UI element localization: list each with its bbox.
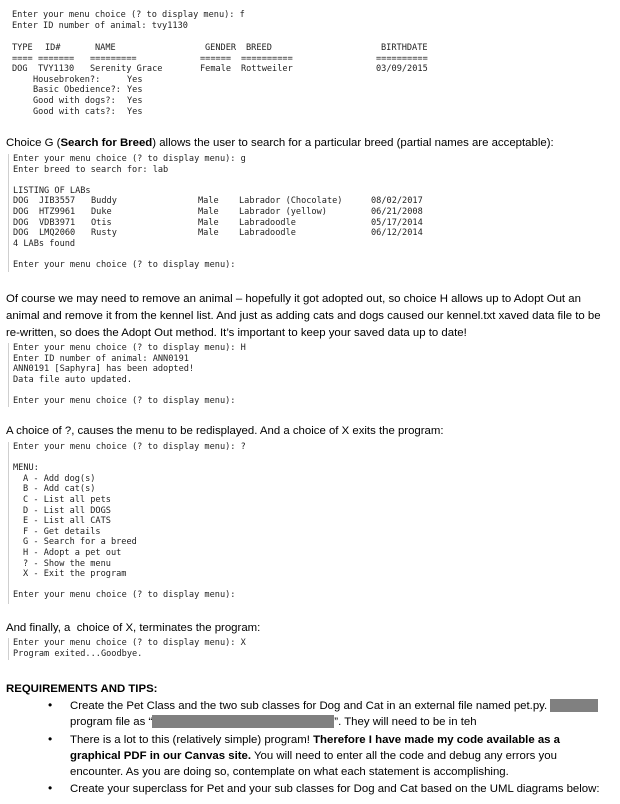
trait-value: Yes: [127, 95, 143, 106]
trait-row: [12, 96, 612, 107]
bullet-icon: •: [48, 781, 53, 795]
terminal-line: ANN0191 [Saphyra] has been adopted!: [13, 364, 195, 375]
terminal-line: Enter your menu choice (? to display menu): X: [13, 638, 246, 648]
menu-item: A - Add dog(s): [23, 473, 96, 484]
underline: =========: [90, 53, 137, 64]
col-header-type: TYPE: [12, 43, 33, 53]
col-header-birthdate: BIRTHDATE: [381, 43, 428, 53]
cell-breed: Labrador (yellow): [239, 206, 327, 217]
trait-label: Housebroken?:: [33, 74, 101, 85]
terminal-line: Enter your menu choice (? to display menu): ?: [13, 442, 246, 452]
cell-birthdate: 06/12/2014: [371, 228, 423, 239]
trait-row: [12, 75, 612, 86]
underline: ====: [12, 53, 33, 64]
cell-birthdate: 08/02/2017: [371, 196, 423, 207]
bold-text: Search for Breed: [60, 137, 153, 149]
cell-id: VDB3971: [39, 217, 76, 228]
menu-item: F - Get details: [23, 526, 101, 537]
bullet-icon: •: [48, 732, 53, 746]
col-header-name: NAME: [95, 43, 116, 53]
cell-type: DOG: [13, 196, 29, 207]
menu-item: D - List all DOGS: [23, 505, 111, 516]
menu-item: G - Search for a breed: [23, 537, 137, 548]
terminal-line: Enter your menu choice (? to display menu): f: [12, 10, 245, 20]
paragraph-line: animal and remove it from the kennel list. And just as adding cats and dogs caused our kennel.txt xaved data file to be: [6, 310, 601, 322]
table-row: [13, 196, 613, 207]
table-row: [13, 218, 613, 229]
table-underline-row: [12, 54, 612, 65]
redaction-block: [550, 699, 598, 712]
terminal-block-adopt: [8, 343, 613, 407]
terminal-line: Enter your menu choice (? to display menu): g: [13, 154, 246, 164]
menu-item: H - Adopt a pet out: [23, 547, 122, 558]
trait-label: Basic Obedience?:: [33, 85, 121, 96]
cell-type: DOG: [13, 217, 29, 228]
trait-value: Yes: [127, 106, 143, 117]
terminal-block-exit: [8, 638, 613, 660]
details-table: [12, 43, 612, 117]
cell-birthdate: 06/21/2008: [371, 206, 423, 217]
table-row: [13, 228, 613, 239]
paragraph-line: re-written, so does the Adopt Out method. It’s important to keep your saved data up to date!: [6, 327, 467, 339]
underline: ==========: [241, 53, 293, 64]
cell-breed: Labrador (Chocolate): [239, 196, 343, 207]
text: ”. They will need to be in teh: [334, 716, 477, 728]
table-row: [13, 207, 613, 218]
table-header-row: [12, 43, 612, 54]
underline: =======: [38, 53, 75, 64]
menu-item: ? - Show the menu: [23, 558, 111, 569]
table-row: [12, 64, 612, 75]
terminal-prompt: Enter your menu choice (? to display menu):: [13, 590, 236, 601]
trait-label: Good with dogs?:: [33, 95, 116, 106]
menu-title: MENU:: [13, 463, 39, 474]
cell-gender: Male: [198, 196, 219, 207]
trait-row: [12, 107, 612, 118]
bullet-text: [70, 748, 557, 765]
menu-item: E - List all CATS: [23, 516, 111, 527]
text: Choice G (: [6, 137, 61, 149]
text: Create the Pet Class and the two sub classes for Dog and Cat in an external file named pet.py.: [70, 700, 548, 712]
cell-gender: Male: [198, 206, 219, 217]
col-header-gender: GENDER: [205, 43, 237, 53]
trait-label: Good with cats?:: [33, 106, 116, 117]
cell-breed: Rottweiler: [241, 64, 293, 75]
text: You will need to enter all the code and debug any errors you: [251, 750, 557, 762]
found-count: 4 LABs found: [13, 238, 76, 249]
listing-title: LISTING OF LABs: [13, 185, 91, 196]
terminal-block-menu: [8, 442, 613, 604]
trait-value: Yes: [127, 74, 143, 85]
terminal-prompt: Enter your menu choice (? to display menu):: [13, 259, 236, 270]
cell-id: TVY1130: [38, 64, 75, 75]
bullet-text: [70, 714, 477, 731]
cell-type: DOG: [13, 206, 29, 217]
cell-id: LMQ2060: [39, 228, 76, 239]
bullet-text: [70, 698, 598, 715]
cell-breed: Labradoodle: [239, 228, 296, 239]
text: There is a lot to this (relatively simple) program!: [70, 734, 314, 746]
menu-item: B - Add cat(s): [23, 484, 96, 495]
bullet-text: encounter. As you are doing so, contemplate on what each statement is accomplishing.: [70, 766, 509, 778]
cell-gender: Female: [200, 64, 232, 75]
text: ) allows the user to search for a particular breed (partial names are acceptable):: [152, 137, 554, 149]
terminal-line: Enter ID number of animal: ANN0191: [13, 353, 189, 364]
cell-breed: Labradoodle: [239, 217, 296, 228]
cell-name: Buddy: [91, 196, 117, 207]
underline: ==========: [376, 53, 428, 64]
cell-type: DOG: [13, 228, 29, 239]
cell-id: JIB3557: [39, 196, 76, 207]
menu-item: C - List all pets: [23, 494, 111, 505]
cell-gender: Male: [198, 228, 219, 239]
cell-name: Rusty: [91, 228, 117, 239]
cell-gender: Male: [198, 217, 219, 228]
paragraph-choice-h: [6, 291, 616, 342]
trait-row: [12, 85, 612, 96]
bold-text: graphical PDF in our Canvas site.: [70, 750, 252, 762]
cell-birthdate: 05/17/2014: [371, 217, 423, 228]
terminal-line: Data file auto updated.: [13, 374, 132, 385]
terminal-line: Enter breed to search for: lab: [13, 164, 169, 175]
trait-value: Yes: [127, 85, 143, 96]
col-header-id: ID#: [45, 43, 61, 53]
terminal-line: Program exited...Goodbye.: [13, 648, 143, 659]
col-header-breed: BREED: [246, 43, 272, 53]
paragraph-choice-x: And finally, a choice of X, terminates the program:: [6, 622, 261, 634]
bullet-text: Create your superclass for Pet and your sub classes for Dog and Cat based on the UML diagrams below:: [70, 783, 600, 795]
bold-text: Therefore I have made my code available as a: [313, 734, 561, 746]
menu-item: X - Exit the program: [23, 569, 127, 580]
cell-name: Duke: [91, 206, 112, 217]
terminal-line: Enter your menu choice (? to display menu): H: [13, 343, 246, 353]
paragraph-choice-question: A choice of ?, causes the menu to be redisplayed. And a choice of X exits the program:: [6, 425, 444, 437]
cell-name: Serenity Grace: [90, 64, 163, 75]
bullet-text: [70, 732, 560, 749]
terminal-line: Enter ID number of animal: tvy1130: [12, 21, 188, 31]
bullet-icon: •: [48, 698, 53, 712]
cell-id: HTZ9961: [39, 206, 76, 217]
underline: ======: [200, 53, 232, 64]
paragraph-line: Of course we may need to remove an animal – hopefully it got adopted out, so choice H allows up to Adopt Out an: [6, 293, 581, 305]
redaction-block: [152, 715, 334, 728]
terminal-block-search: [8, 154, 613, 272]
terminal-prompt: Enter your menu choice (? to display menu):: [13, 395, 236, 406]
cell-birthdate: 03/09/2015: [376, 64, 428, 75]
cell-type: DOG: [12, 64, 28, 75]
paragraph-choice-g: [6, 135, 554, 152]
cell-name: Otis: [91, 217, 112, 228]
text: program file as “: [70, 716, 153, 728]
requirements-heading: REQUIREMENTS AND TIPS:: [6, 683, 158, 695]
